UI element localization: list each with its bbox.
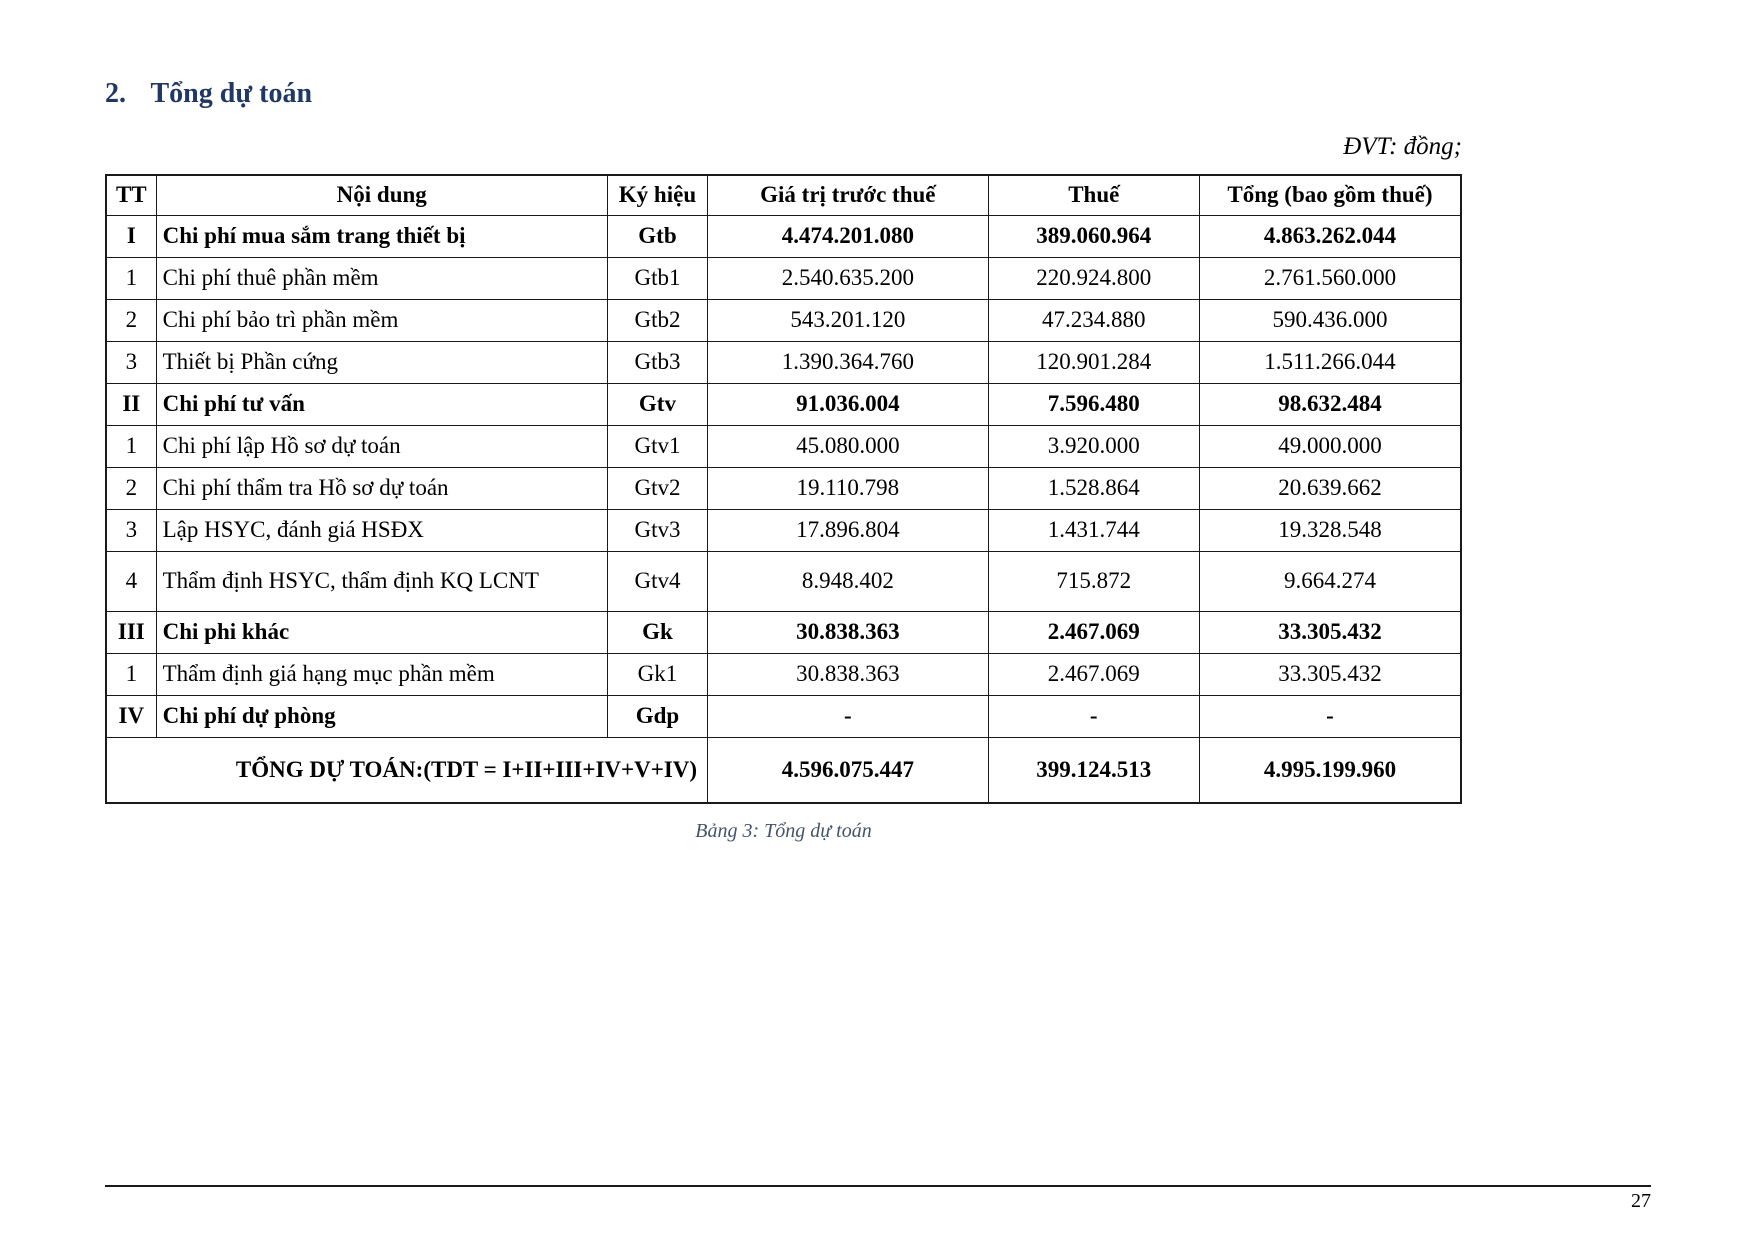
section-number: 2. <box>105 78 126 109</box>
cell-tt: 1 <box>106 653 156 695</box>
header-tt: TT <box>106 175 156 215</box>
cell-gia-tri-truoc-thue: 8.948.402 <box>708 551 988 611</box>
cell-total-thue: 399.124.513 <box>988 737 1199 803</box>
cell-ky-hieu: Gtv3 <box>607 509 707 551</box>
cell-noi-dung: Thiết bị Phần cứng <box>156 341 607 383</box>
table-row <box>106 509 1461 551</box>
table-row <box>106 299 1461 341</box>
cell-noi-dung: Chi phí tư vấn <box>156 383 607 425</box>
cell-tt: II <box>106 383 156 425</box>
cell-thue: 1.431.744 <box>988 509 1199 551</box>
cell-tong: - <box>1199 695 1461 737</box>
section-title <box>105 76 1462 112</box>
cell-ky-hieu: Gtv4 <box>607 551 707 611</box>
cell-tt: 3 <box>106 341 156 383</box>
cell-noi-dung: Lập HSYC, đánh giá HSĐX <box>156 509 607 551</box>
cell-gia-tri-truoc-thue: 91.036.004 <box>708 383 988 425</box>
cell-thue: 1.528.864 <box>988 467 1199 509</box>
cell-noi-dung: Chi phí thuê phần mềm <box>156 257 607 299</box>
cell-noi-dung: Chi phi khác <box>156 611 607 653</box>
cell-tong: 590.436.000 <box>1199 299 1461 341</box>
cell-thue: 120.901.284 <box>988 341 1199 383</box>
cell-tong: 4.863.262.044 <box>1199 215 1461 257</box>
cell-noi-dung: Thẩm định HSYC, thẩm định KQ LCNT <box>156 551 607 611</box>
cell-tong: 33.305.432 <box>1199 611 1461 653</box>
header-thue: Thuế <box>988 175 1199 215</box>
cell-thue: 389.060.964 <box>988 215 1199 257</box>
cell-gia-tri-truoc-thue: 30.838.363 <box>708 653 988 695</box>
cell-noi-dung: Chi phí bảo trì phần mềm <box>156 299 607 341</box>
table-row <box>106 215 1461 257</box>
cell-gia-tri-truoc-thue: 45.080.000 <box>708 425 988 467</box>
cell-ky-hieu: Gk <box>607 611 707 653</box>
cell-ky-hieu: Gtb <box>607 215 707 257</box>
document-content <box>105 0 1462 843</box>
cell-tt: 1 <box>106 425 156 467</box>
header-row <box>106 175 1461 215</box>
cell-tong: 9.664.274 <box>1199 551 1461 611</box>
cell-tt: IV <box>106 695 156 737</box>
cell-noi-dung: Chi phí thẩm tra Hồ sơ dự toán <box>156 467 607 509</box>
cell-noi-dung: Chi phí dự phòng <box>156 695 607 737</box>
cell-thue: 2.467.069 <box>988 653 1199 695</box>
total-label: TỔNG DỰ TOÁN:(TDT = I+II+III+IV+V+IV) <box>106 737 708 803</box>
table-row <box>106 611 1461 653</box>
cell-ky-hieu: Gtv1 <box>607 425 707 467</box>
cell-gia-tri-truoc-thue: 543.201.120 <box>708 299 988 341</box>
cell-thue: 7.596.480 <box>988 383 1199 425</box>
cell-tt: 3 <box>106 509 156 551</box>
header-noi-dung: Nội dung <box>156 175 607 215</box>
cell-gia-tri-truoc-thue: 1.390.364.760 <box>708 341 988 383</box>
cell-tt: 2 <box>106 467 156 509</box>
table-row <box>106 653 1461 695</box>
cell-gia-tri-truoc-thue: 19.110.798 <box>708 467 988 509</box>
cell-tt: 2 <box>106 299 156 341</box>
header-gia-tri-truoc-thue: Giá trị trước thuế <box>708 175 988 215</box>
cell-noi-dung: Thẩm định giá hạng mục phần mềm <box>156 653 607 695</box>
cell-ky-hieu: Gk1 <box>607 653 707 695</box>
budget-table <box>105 174 1462 804</box>
cell-ky-hieu: Gtb1 <box>607 257 707 299</box>
header-tong: Tổng (bao gồm thuế) <box>1199 175 1461 215</box>
cell-tong: 98.632.484 <box>1199 383 1461 425</box>
unit-note: ĐVT: đồng; <box>1343 133 1462 160</box>
header-ky-hieu: Ký hiệu <box>607 175 707 215</box>
cell-thue: 2.467.069 <box>988 611 1199 653</box>
table-row <box>106 551 1461 611</box>
table-row <box>106 425 1461 467</box>
table-row <box>106 341 1461 383</box>
cell-tt: 1 <box>106 257 156 299</box>
table-row <box>106 467 1461 509</box>
cell-total-tong: 4.995.199.960 <box>1199 737 1461 803</box>
table-caption: Bảng 3: Tổng dự toán <box>695 820 872 842</box>
cell-gia-tri-truoc-thue: 2.540.635.200 <box>708 257 988 299</box>
cell-thue: 3.920.000 <box>988 425 1199 467</box>
cell-gia-tri-truoc-thue: 4.474.201.080 <box>708 215 988 257</box>
cell-tong: 19.328.548 <box>1199 509 1461 551</box>
cell-ky-hieu: Gdp <box>607 695 707 737</box>
cell-tt: I <box>106 215 156 257</box>
cell-tong: 1.511.266.044 <box>1199 341 1461 383</box>
cell-gia-tri-truoc-thue: 30.838.363 <box>708 611 988 653</box>
cell-tong: 49.000.000 <box>1199 425 1461 467</box>
cell-thue: 715.872 <box>988 551 1199 611</box>
cell-tong: 33.305.432 <box>1199 653 1461 695</box>
table-row <box>106 383 1461 425</box>
cell-thue: 220.924.800 <box>988 257 1199 299</box>
table-row <box>106 257 1461 299</box>
cell-gia-tri-truoc-thue: - <box>708 695 988 737</box>
page-number: 27 <box>1631 1190 1651 1212</box>
total-row <box>106 737 1461 803</box>
cell-tong: 20.639.662 <box>1199 467 1461 509</box>
cell-thue: 47.234.880 <box>988 299 1199 341</box>
table-row <box>106 695 1461 737</box>
cell-thue: - <box>988 695 1199 737</box>
cell-ky-hieu: Gtb3 <box>607 341 707 383</box>
cell-tong: 2.761.560.000 <box>1199 257 1461 299</box>
cell-gia-tri-truoc-thue: 17.896.804 <box>708 509 988 551</box>
section-title-text: Tổng dự toán <box>150 78 313 109</box>
cell-tt: 4 <box>106 551 156 611</box>
cell-ky-hieu: Gtb2 <box>607 299 707 341</box>
cell-noi-dung: Chi phí mua sắm trang thiết bị <box>156 215 607 257</box>
cell-tt: III <box>106 611 156 653</box>
cell-noi-dung: Chi phí lập Hồ sơ dự toán <box>156 425 607 467</box>
cell-total-gia-tri-truoc-thue: 4.596.075.447 <box>708 737 988 803</box>
footer-rule <box>105 1185 1651 1187</box>
cell-ky-hieu: Gtv2 <box>607 467 707 509</box>
cell-ky-hieu: Gtv <box>607 383 707 425</box>
